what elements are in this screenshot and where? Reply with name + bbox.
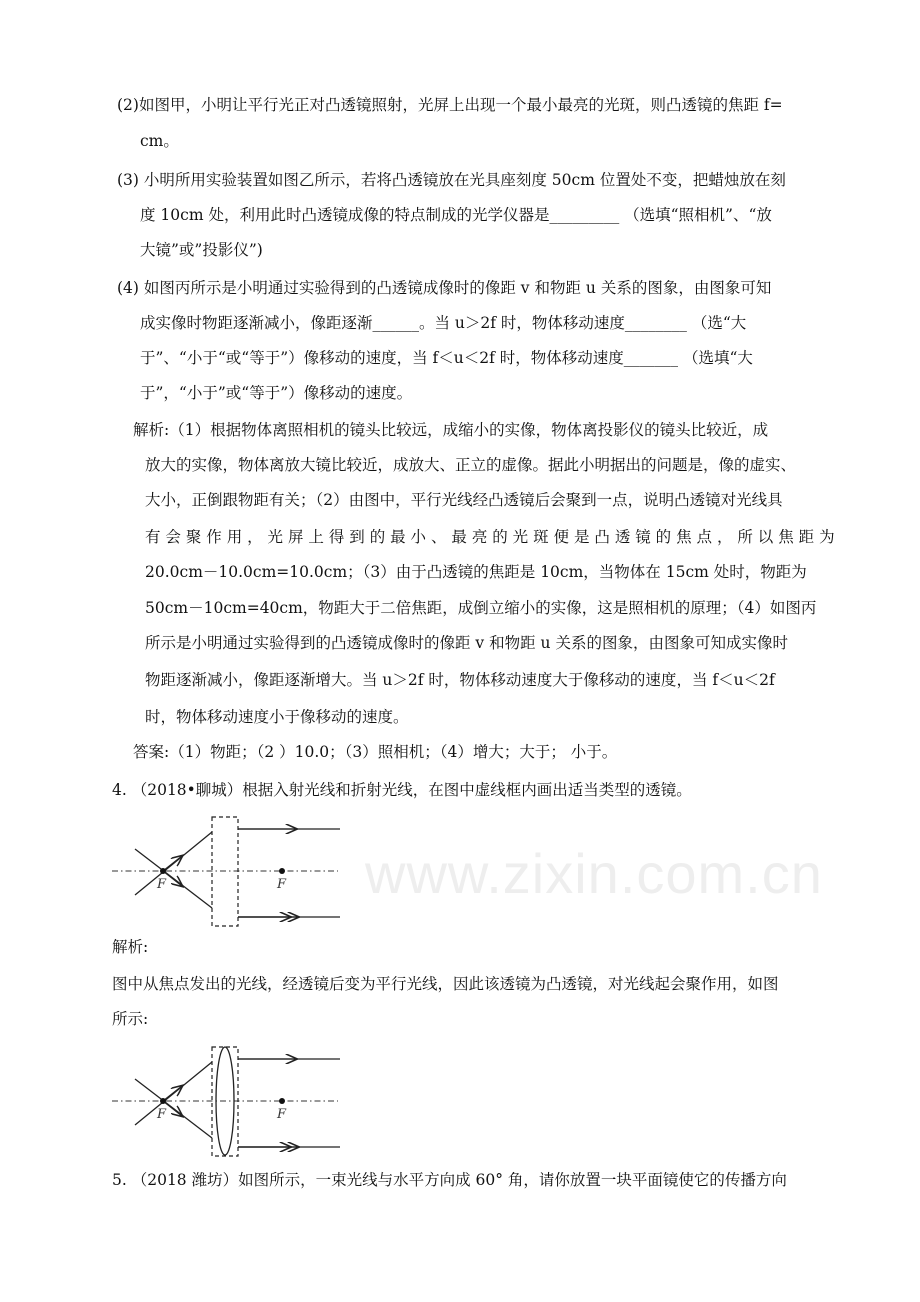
analysis-line: 所示是小明通过实验得到的凸透镜成像时的像距 v 和物距 u 关系的图象，由图象可知成实像时 [145, 634, 788, 652]
analysis-label: 解析: [112, 938, 149, 956]
analysis-line: 大小，正倒跟物距有关；（2）由图中，平行光线经凸透镜后会聚到一点，说明凸透镜对光线具 [145, 491, 783, 509]
analysis-line: 时，物体移动速度小于像移动的速度。 [145, 708, 409, 726]
question-2-line: cm。 [140, 132, 179, 150]
question-2-line: (2)如图甲，小明让平行光正对凸透镜照射，光屏上出现一个最小最亮的光斑，则凸透镜的焦距 f= [117, 96, 783, 114]
analysis-line: 放大的实像，物体离放大镜比较近，成放大、正立的虚像。据此小明据出的问题是，像的虚实、 [145, 456, 797, 474]
question-4-title: 4. （2018•聊城）根据入射光线和折射光线，在图中虚线框内画出适当类型的透镜。 [112, 781, 692, 799]
focus-label: F [157, 1107, 167, 1122]
question-3-line: 大镜”或”投影仪”) [140, 241, 263, 259]
analysis-line: 50cm－10cm=40cm，物距大于二倍焦距，成倒立缩小的实像，这是照相机的原理；（4）如图丙 [145, 599, 817, 617]
question-4-line: 于”、“小于“或“等于”）像移动的速度，当 f＜u＜2f 时，物体移动速度_______ （选填“大 [140, 349, 753, 367]
watermark: www.zixin.com.cn [365, 842, 823, 905]
question-5-title: 5. （2018 潍坊）如图所示，一束光线与水平方向成 60° 角，请你放置一块平面镜使它的传播方向 [112, 1171, 787, 1189]
question-3-line: (3) 小明所用实验装置如图乙所示，若将凸透镜放在光具座刻度 50cm 位置处不变，把蜡烛放在刻 [117, 171, 786, 189]
answer-figure [112, 1047, 340, 1156]
question-4-line: 于”，“小于”或“等于”）像移动的速度。 [140, 384, 413, 402]
question-figure [112, 817, 340, 926]
question-4-line: 成实像时物距逐渐减小，像距逐渐______。当 u＞2f 时，物体移动速度________ （选“大 [140, 314, 747, 332]
question-4-line: (4) 如图丙所示是小明通过实验得到的凸透镜成像时的像距 v 和物距 u 关系的图象，由图象可知 [117, 279, 772, 297]
analysis-line: 解析:（1）根据物体离照相机的镜头比较远，成缩小的实像，物体离投影仪的镜头比较近，成 [133, 421, 769, 439]
analysis-line: 20.0cm－10.0cm=10.0cm；（3）由于凸透镜的焦距是 10cm，当物体在 15cm 处时，物距为 [145, 563, 807, 581]
analysis-line: 物距逐渐减小，像距逐渐增大。当 u＞2f 时，物体移动速度大于像移动的速度，当 f＜u＜2f [145, 671, 775, 689]
focus-label: F [277, 877, 287, 892]
analysis-line: 图中从焦点发出的光线，经透镜后变为平行光线，因此该透镜为凸透镜，对光线起会聚作用，如图 [112, 975, 779, 993]
question-3-line: 度 10cm 处，利用此时凸透镜成像的特点制成的光学仪器是_________ （选填“照相机”、“放 [140, 206, 772, 224]
analysis-line: 所示: [112, 1010, 149, 1028]
analysis-line: 有 会 聚 作 用 ， 光 屏 上 得 到 的 最 小 、 最 亮 的 光 斑 便 是 凸 透 镜 的 焦 点 ， 所 以 焦 距 为 [145, 528, 835, 546]
focus-label: F [277, 1107, 287, 1122]
answer-line: 答案:（1）物距；（2 ）10.0；（3）照相机；（4）增大；大于； 小于。 [133, 743, 618, 761]
focus-label: F [157, 877, 167, 892]
